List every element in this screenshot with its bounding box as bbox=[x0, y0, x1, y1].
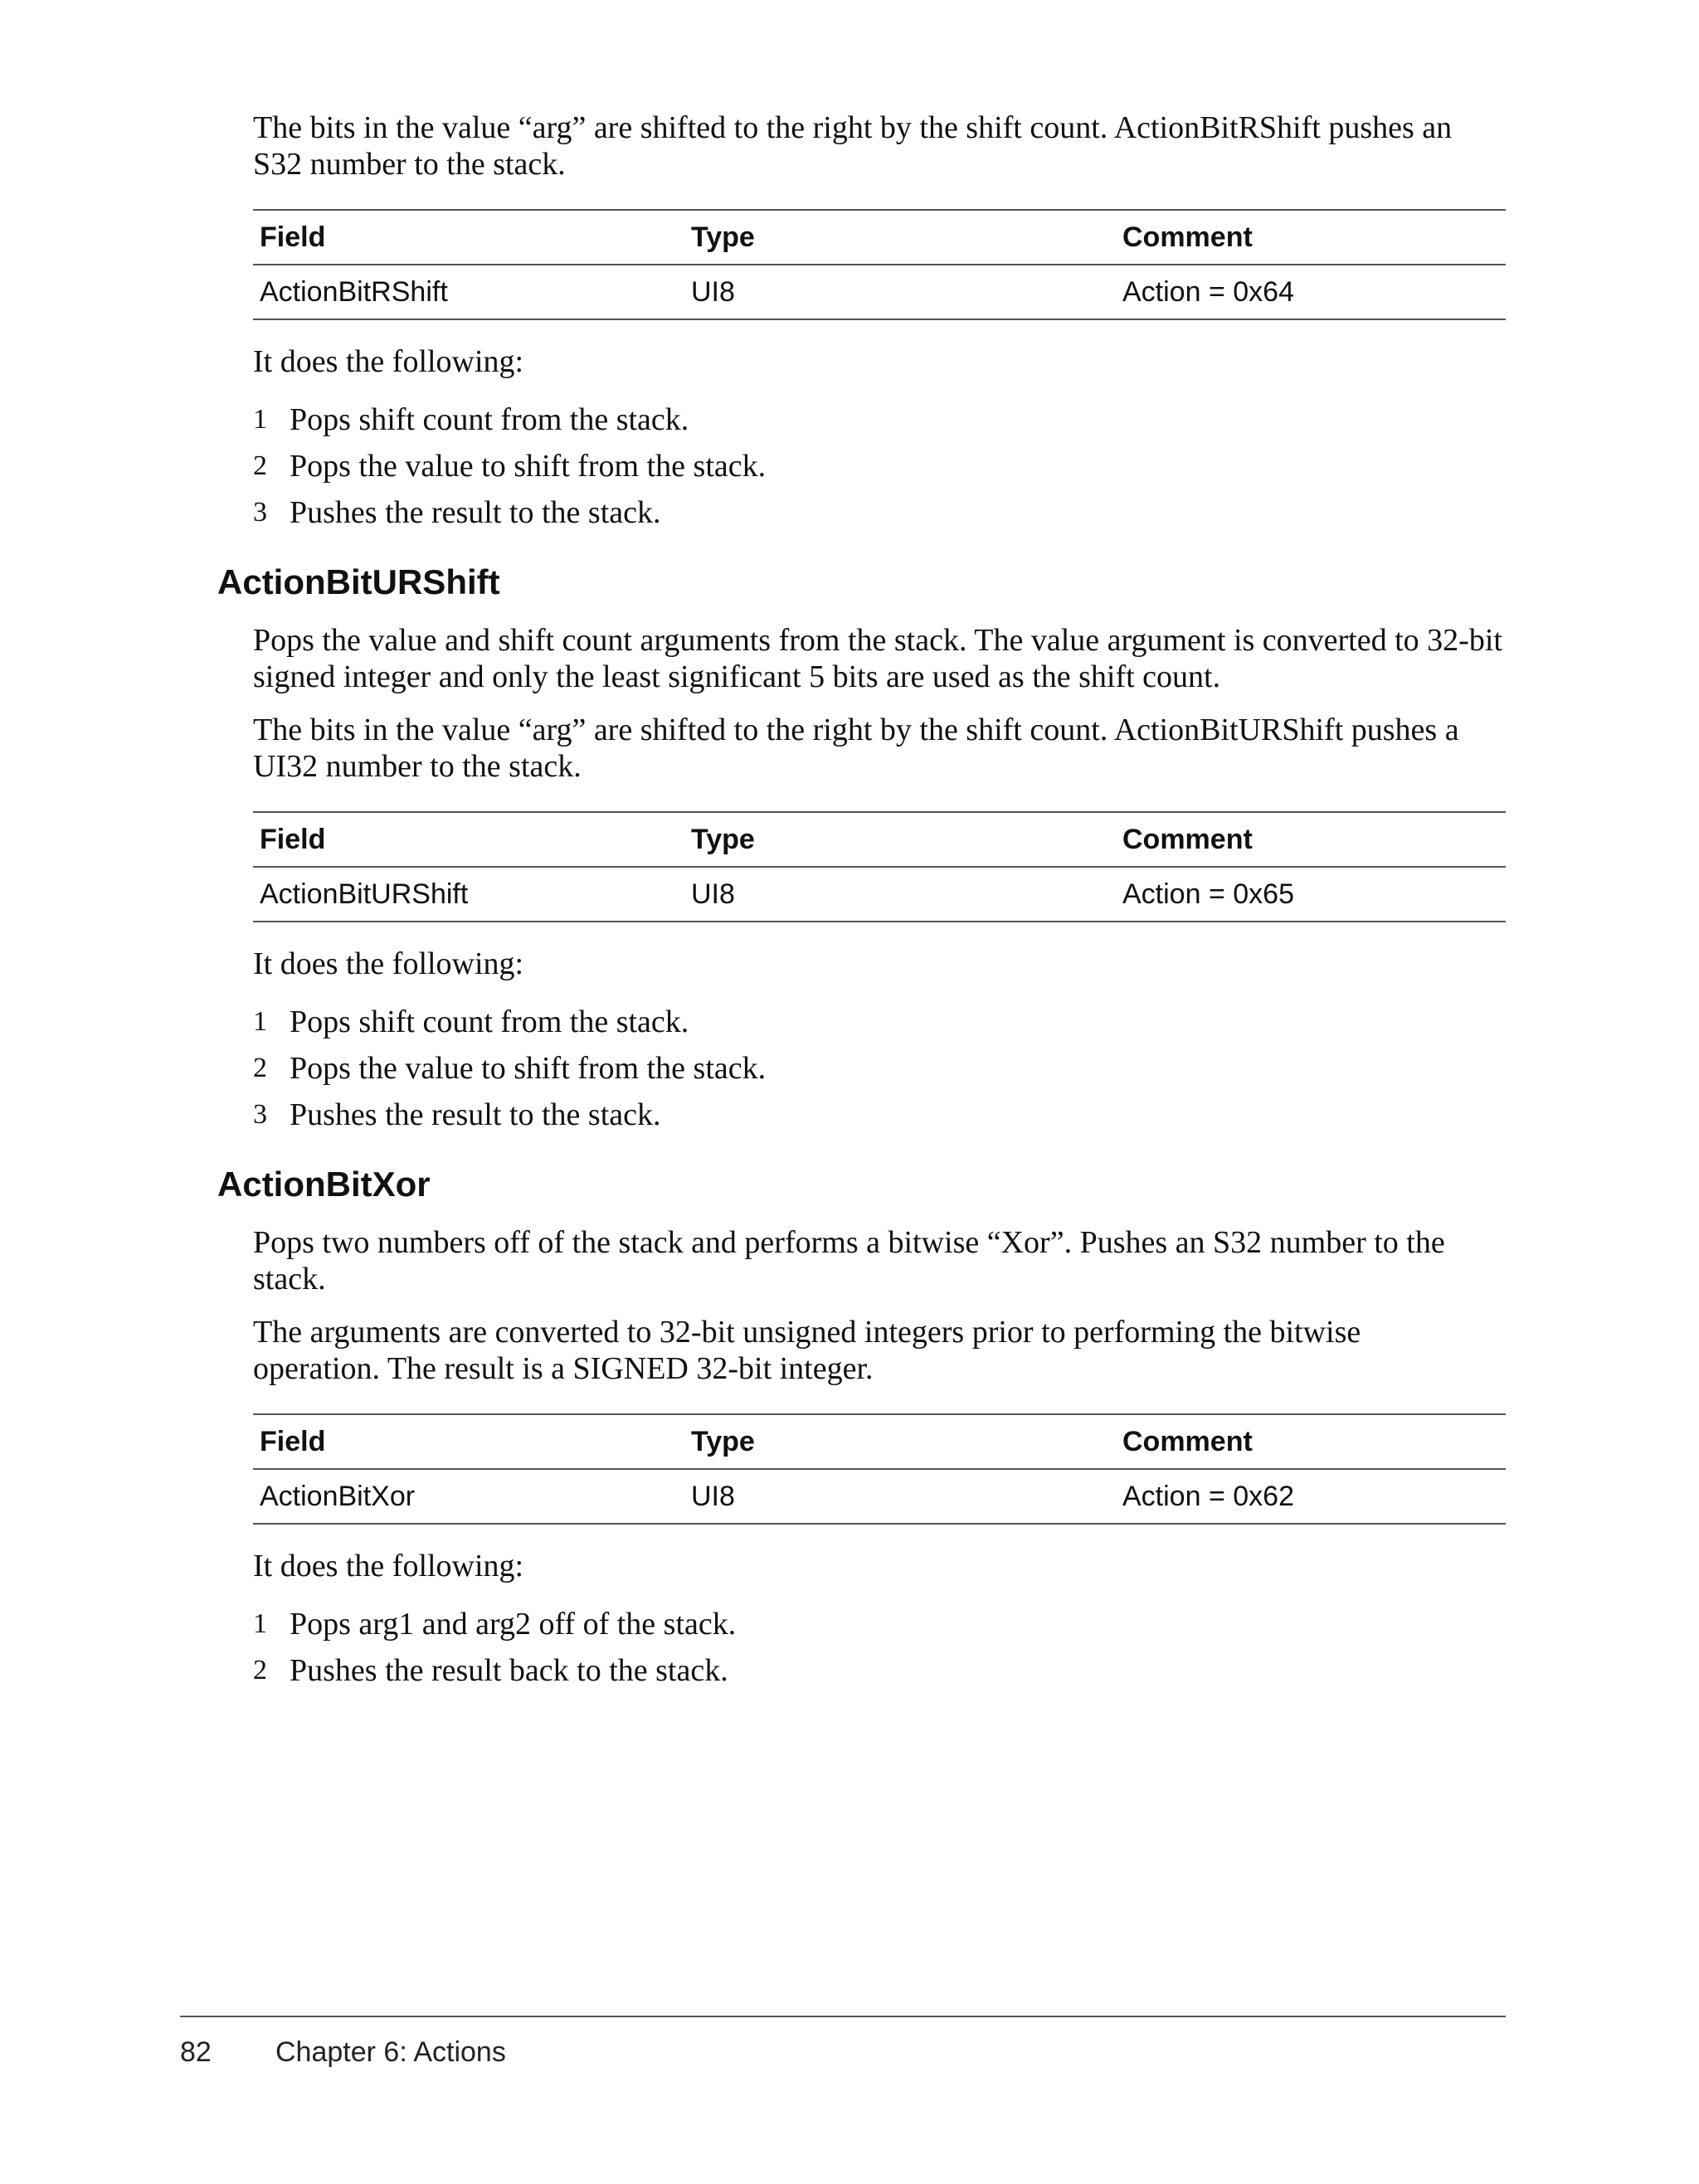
step-text: Pops the value to shift from the stack. bbox=[290, 449, 767, 484]
step-text: Pushes the result to the stack. bbox=[290, 1097, 661, 1132]
page-number: 82 bbox=[180, 2036, 212, 2068]
step-text: Pushes the result back to the stack. bbox=[290, 1653, 728, 1688]
header-type: Type bbox=[684, 812, 1116, 867]
xor-field-table bbox=[253, 1413, 1506, 1525]
header-field: Field bbox=[253, 812, 684, 867]
header-field: Field bbox=[253, 210, 684, 265]
cell-field: ActionBitURShift bbox=[253, 867, 684, 922]
step-text: Pushes the result to the stack. bbox=[290, 495, 661, 530]
list-item bbox=[253, 1601, 1514, 1647]
step-number: 2 bbox=[253, 1655, 267, 1685]
step-number: 2 bbox=[253, 1053, 267, 1083]
cell-type: UI8 bbox=[684, 265, 1116, 319]
urshift-field-table bbox=[253, 811, 1506, 922]
cell-type: UI8 bbox=[684, 1469, 1116, 1524]
xor-steps-intro: It does the following: bbox=[253, 1549, 524, 1583]
xor-heading: ActionBitXor bbox=[217, 1165, 431, 1204]
header-comment: Comment bbox=[1116, 1414, 1506, 1469]
step-text: Pops the value to shift from the stack. bbox=[290, 1051, 767, 1086]
list-item bbox=[253, 999, 1514, 1045]
rshift-field-table bbox=[253, 209, 1506, 320]
step-text: Pops arg1 and arg2 off of the stack. bbox=[290, 1607, 737, 1642]
header-comment: Comment bbox=[1116, 812, 1506, 867]
urshift-steps-intro: It does the following: bbox=[253, 946, 524, 981]
rshift-description: The bits in the value “arg” are shifted to the right by the shift count. ActionBitRShift pushes an S32 number to the stack. bbox=[253, 110, 1453, 182]
urshift-detail: The bits in the value “arg” are shifted to the right by the shift count. ActionBitURShift pushes a UI32 number to the stack. bbox=[253, 713, 1459, 784]
page-content bbox=[217, 109, 1514, 1719]
urshift-heading: ActionBitURShift bbox=[217, 562, 500, 601]
table-header-row bbox=[253, 1414, 1506, 1469]
cell-field: ActionBitRShift bbox=[253, 265, 684, 319]
step-text: Pops shift count from the stack. bbox=[290, 1004, 689, 1039]
chapter-title: Chapter 6: Actions bbox=[275, 2036, 506, 2068]
header-field: Field bbox=[253, 1414, 684, 1469]
cell-type: UI8 bbox=[684, 867, 1116, 922]
list-item bbox=[253, 443, 1514, 489]
rshift-steps-intro: It does the following: bbox=[253, 344, 524, 379]
footer-divider bbox=[180, 2016, 1506, 2017]
cell-field: ActionBitXor bbox=[253, 1469, 684, 1524]
step-number: 1 bbox=[253, 1006, 267, 1037]
list-item bbox=[253, 1092, 1514, 1138]
table-header-row bbox=[253, 812, 1506, 867]
table-row bbox=[253, 1469, 1506, 1524]
xor-detail: The arguments are converted to 32-bit unsigned integers prior to performing the bitwise operation. The result is a SIGNED 32-bit integer. bbox=[253, 1315, 1361, 1386]
urshift-steps-list bbox=[253, 999, 1514, 1138]
step-number: 3 bbox=[253, 1099, 267, 1130]
cell-comment: Action = 0x62 bbox=[1116, 1469, 1506, 1524]
step-number: 3 bbox=[253, 497, 267, 528]
xor-description: Pops two numbers off of the stack and performs a bitwise “Xor”. Pushes an S32 number to the stack. bbox=[253, 1225, 1445, 1296]
cell-comment: Action = 0x64 bbox=[1116, 265, 1506, 319]
header-comment: Comment bbox=[1116, 210, 1506, 265]
step-number: 2 bbox=[253, 450, 267, 481]
header-type: Type bbox=[684, 1414, 1116, 1469]
rshift-steps-list bbox=[253, 396, 1514, 536]
urshift-description: Pops the value and shift count arguments from the stack. The value argument is converted to 32-bit signed integer and only the least significant 5 bits are used as the shift count. bbox=[253, 623, 1502, 694]
step-text: Pops shift count from the stack. bbox=[290, 402, 689, 437]
table-row bbox=[253, 867, 1506, 922]
list-item bbox=[253, 396, 1514, 443]
list-item bbox=[253, 1647, 1514, 1694]
table-header-row bbox=[253, 210, 1506, 265]
step-number: 1 bbox=[253, 1608, 267, 1639]
cell-comment: Action = 0x65 bbox=[1116, 867, 1506, 922]
list-item bbox=[253, 489, 1514, 536]
table-row bbox=[253, 265, 1506, 319]
list-item bbox=[253, 1045, 1514, 1092]
header-type: Type bbox=[684, 210, 1116, 265]
step-number: 1 bbox=[253, 404, 267, 435]
xor-steps-list bbox=[253, 1601, 1514, 1694]
page-footer bbox=[180, 2036, 506, 2069]
